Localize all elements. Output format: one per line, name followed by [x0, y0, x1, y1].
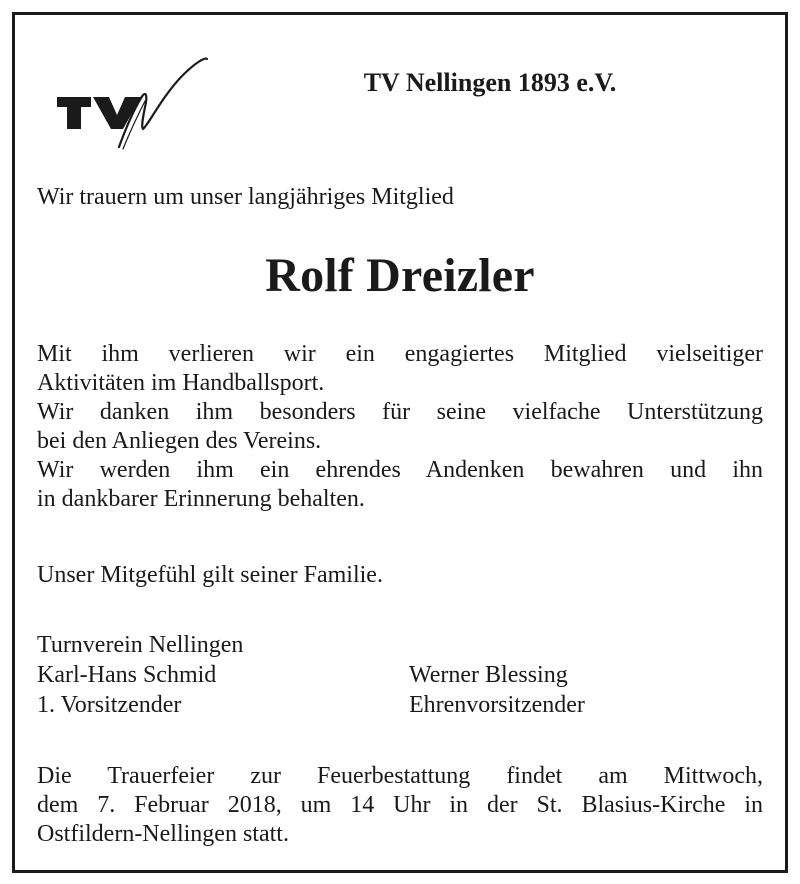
tribute-line: Wir danken ihm besonders für seine vielfache Unterstützung [37, 399, 763, 425]
tribute-line: in dankbarer Erinnerung behalten. [37, 486, 365, 512]
funeral-line: dem 7. Februar 2018, um 14 Uhr in der St. Blasius-Kirche in [37, 792, 763, 818]
signatory-role: Ehrenvorsitzender [409, 692, 585, 718]
tribute-line: Mit ihm verlieren wir ein engagiertes Mitglied vielseitiger [37, 341, 763, 367]
signature-right [409, 660, 585, 720]
signatory-role: 1. Vorsitzender [37, 692, 182, 718]
funeral-line: Die Trauerfeier zur Feuerbestattung findet am Mittwoch, [37, 763, 763, 789]
deceased-name: Rolf Dreizler [265, 249, 535, 302]
club-name: Turnverein Nellingen [37, 632, 244, 658]
condolence-text: Unser Mitgefühl gilt seiner Familie. [37, 562, 383, 588]
funeral-line: Ostfildern-Nellingen statt. [37, 821, 289, 847]
organization-name: TV Nellingen 1893 e.V. [363, 68, 617, 97]
tribute-line: Aktivitäten im Handballsport. [37, 370, 325, 396]
signature-left [37, 630, 243, 720]
funeral-notice [37, 762, 763, 849]
signatory-name: Werner Blessing [409, 662, 568, 688]
tribute-line: bei den Anliegen des Vereins. [37, 428, 322, 454]
signatory-name: Karl-Hans Schmid [37, 662, 217, 688]
tribute-text [37, 340, 763, 514]
intro-text: Wir trauern um unser langjähriges Mitglied [37, 184, 454, 210]
tribute-line: Wir werden ihm ein ehrendes Andenken bewahren und ihn [37, 457, 763, 483]
tvn-logo-icon [55, 55, 215, 155]
